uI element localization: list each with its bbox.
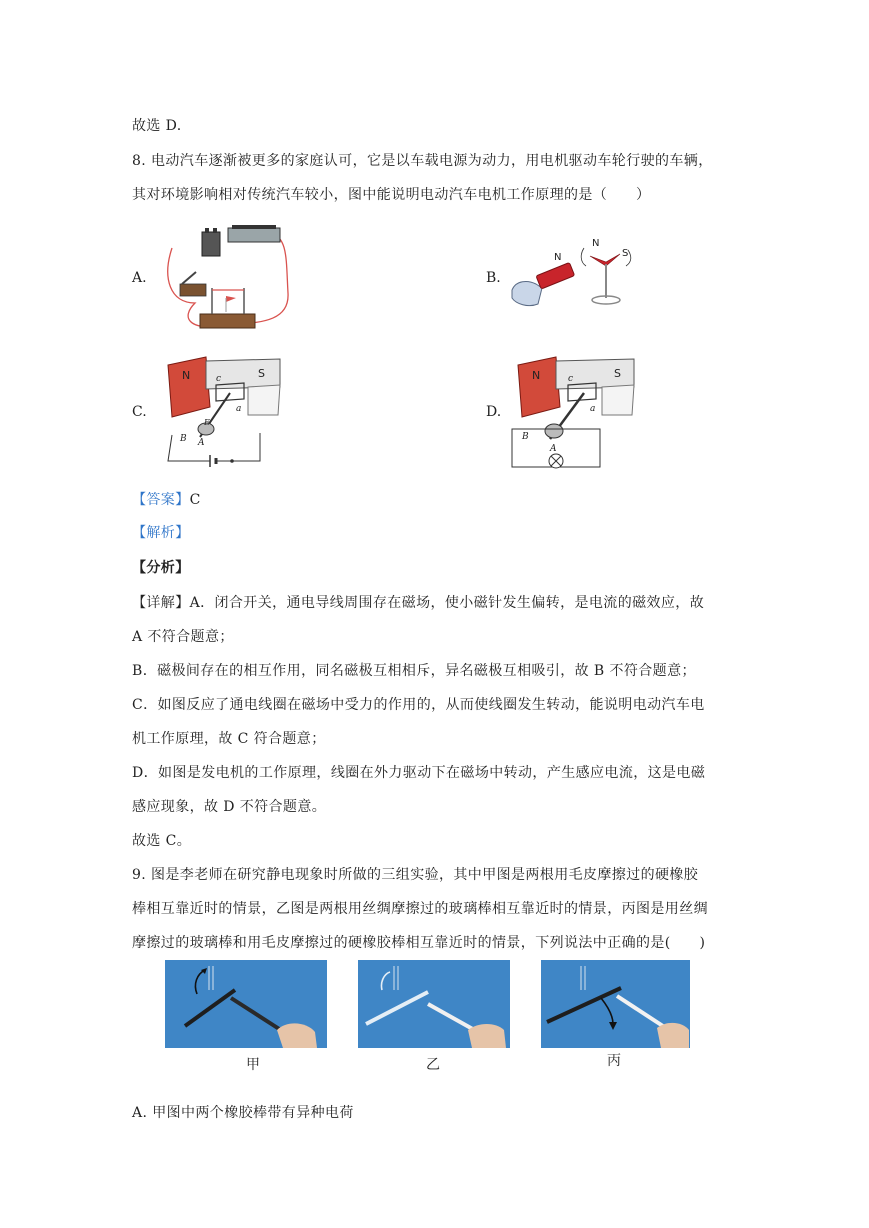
photo-bing xyxy=(541,960,690,1048)
photo-yi xyxy=(358,960,510,1048)
answer-tag: 【答案】 xyxy=(132,492,190,508)
brush-b-label: B xyxy=(522,432,529,442)
option-a-label: A. xyxy=(132,270,147,286)
detail-line-1: 【详解】A．闭合开关，通电导线周围存在磁场，使小磁针发生偏转，是电流的磁效应，故 xyxy=(132,595,705,611)
brush-a-label: A xyxy=(198,438,205,448)
detail-line-6: D．如图是发电机的工作原理，线圈在外力驱动下在磁场中转动，产生感应电流，这是电磁 xyxy=(132,765,706,781)
coil-c-label: c xyxy=(568,374,574,384)
q9-line-1: 9. 图是李老师在研究静电现象时所做的三组实验，其中甲图是两根用毛皮摩擦过的硬橡胶 xyxy=(132,867,699,883)
detail-line-2: A 不符合题意； xyxy=(132,629,234,645)
prev-answer: 故选 D. xyxy=(132,118,182,134)
option-b-label: B. xyxy=(486,270,501,286)
answer-value: C xyxy=(189,492,201,508)
compass-n-label: N xyxy=(592,238,600,249)
brush-e-label: E xyxy=(204,418,210,427)
photo-jia xyxy=(165,960,327,1048)
magnet-s-label: S xyxy=(614,367,621,380)
option-c-label: C. xyxy=(132,404,147,420)
coil-a-label: a xyxy=(236,404,242,414)
magnet-n-label: N xyxy=(554,252,562,263)
detail-line-4: C．如图反应了通电线圈在磁场中受力的作用的，从而使线圈发生转动，能说明电动汽车电 xyxy=(132,697,705,713)
caption-jia: 甲 xyxy=(246,1057,260,1073)
q9-line-3: 摩擦过的玻璃棒和用毛皮摩擦过的硬橡胶棒相互靠近时的情景，下列说法中正确的是( ) xyxy=(132,935,706,951)
brush-b-label: B xyxy=(180,434,187,444)
figure-c-motor xyxy=(160,353,282,471)
q9-option-a: A. 甲图中两个橡胶棒带有异种电荷 xyxy=(132,1105,354,1121)
jiexi-tag: 【解析】 xyxy=(132,525,190,541)
caption-yi: 乙 xyxy=(426,1057,440,1073)
compass-s-label: S xyxy=(622,248,629,259)
figure-d-generator xyxy=(510,353,658,471)
detail-line-7: 感应现象，故 D 不符合题意。 xyxy=(132,799,327,815)
answer-line xyxy=(132,489,201,509)
q9-line-2: 棒相互靠近时的情景，乙图是两根用丝绸摩擦过的玻璃棒相互靠近时的情景，丙图是用丝绸 xyxy=(132,901,708,917)
figure-a-oersted-circuit xyxy=(160,218,295,336)
magnet-s-label: S xyxy=(258,367,265,380)
caption-bing: 丙 xyxy=(607,1053,621,1069)
option-d-label: D. xyxy=(486,404,502,420)
brush-a-label: A xyxy=(550,444,557,454)
magnet-n-label: N xyxy=(532,369,541,382)
q8-conclusion: 故选 C。 xyxy=(132,833,192,849)
q8-line-1: 8. 电动汽车逐渐被更多的家庭认可，它是以车载电源为动力，用电机驱动车轮行驶的车辆， xyxy=(132,153,713,169)
detail-line-3: B．磁极间存在的相互作用，同名磁极互相相斥，异名磁极互相吸引，故 B 不符合题意； xyxy=(132,663,696,679)
fenxi-tag: 【分析】 xyxy=(132,560,190,576)
q8-line-2: 其对环境影响相对传统汽车较小，图中能说明电动汽车电机工作原理的是（ ） xyxy=(132,187,651,203)
figure-b-magnet-and-compass xyxy=(506,228,648,336)
magnet-n-label: N xyxy=(182,369,191,382)
coil-c-label: c xyxy=(216,374,222,384)
detail-line-5: 机工作原理，故 C 符合题意； xyxy=(132,731,326,747)
coil-a-label: a xyxy=(590,404,596,414)
